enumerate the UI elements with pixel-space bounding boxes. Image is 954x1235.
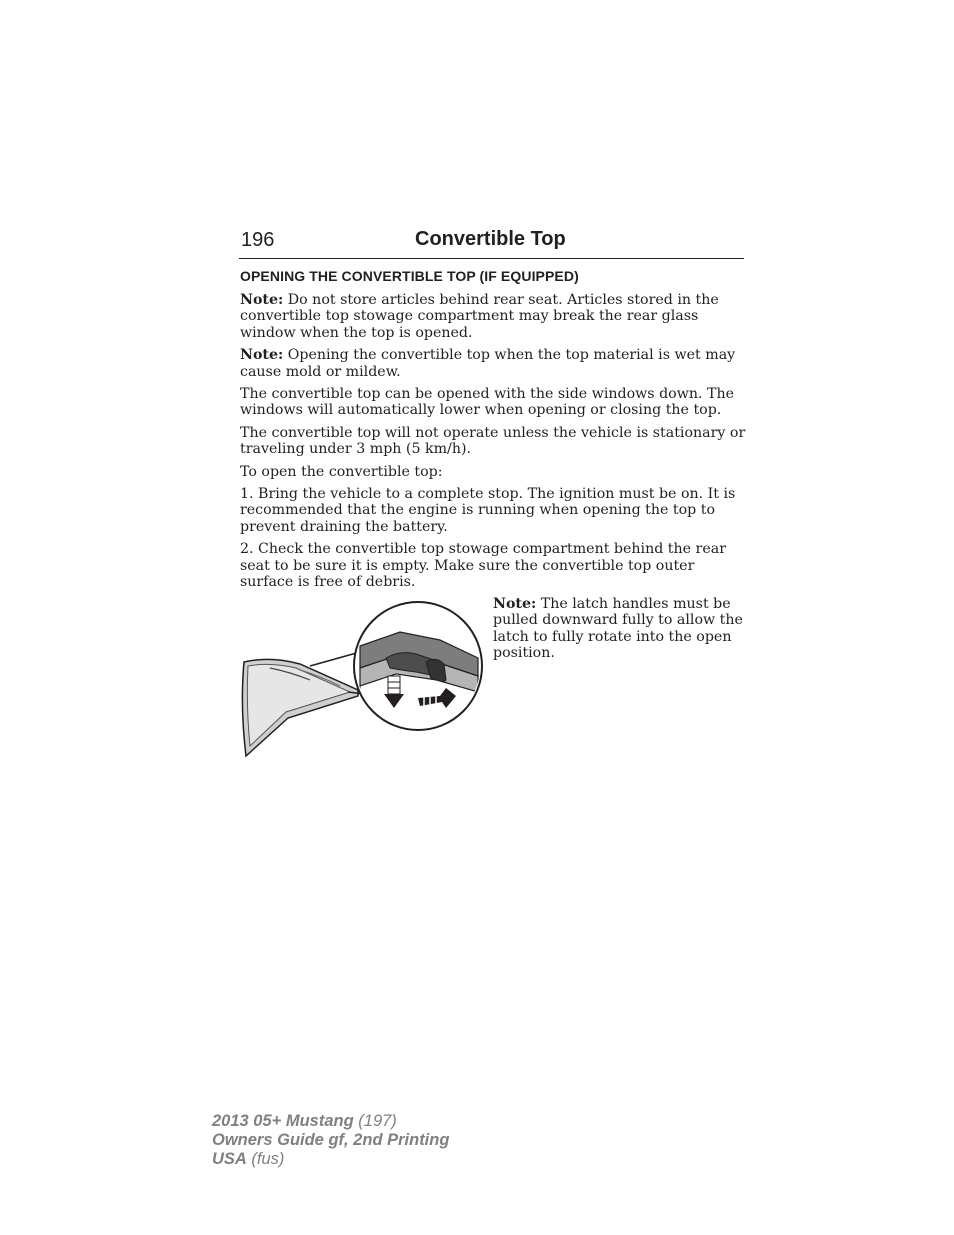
step-1: 1. Bring the vehicle to a complete stop. The ignition must be on. It is recommended that the engine is running when opening the top to prevent draining the battery. — [240, 486, 736, 535]
note-text: The latch handles must be pulled downward fully to allow the latch to fully rotate into the open position. — [493, 596, 743, 662]
figure-note — [493, 596, 745, 662]
body-text — [240, 292, 746, 597]
note-paragraph — [240, 292, 746, 341]
note-paragraph — [240, 347, 746, 380]
note-label: Note: — [493, 596, 537, 612]
note-text: Do not store articles behind rear seat. Articles stored in the convertible top stowage compartment may break the rear glass window when the top is opened. — [240, 292, 719, 341]
note-label: Note: — [240, 347, 284, 364]
note-text: Opening the convertible top when the top material is wet may cause mold or mildew. — [240, 347, 736, 380]
chapter-title: Convertible Top — [415, 228, 566, 250]
section-title: OPENING THE CONVERTIBLE TOP (IF EQUIPPED) — [240, 268, 579, 284]
latch-handle-illustration — [240, 596, 484, 758]
footer-line-3: USA (fus) — [212, 1150, 285, 1168]
paragraph: The convertible top will not operate unless the vehicle is stationary or traveling under 3 mph (5 km/h). — [240, 424, 746, 458]
step-2: 2. Check the convertible top stowage compartment behind the rear seat to be sure it is empty. Make sure the convertible top outer surface is free of debris. — [240, 541, 726, 591]
page-header — [239, 228, 744, 259]
page-number: 196 — [241, 229, 275, 251]
latch-illustration-svg — [240, 596, 484, 758]
paragraph: To open the convertible top: — [240, 463, 443, 480]
footer-line-2: Owners Guide gf, 2nd Printing — [212, 1131, 450, 1149]
footer-line-1: 2013 05+ Mustang (197) — [212, 1112, 397, 1130]
page-footer — [212, 1112, 449, 1169]
note-label: Note: — [240, 292, 284, 308]
paragraph: The convertible top can be opened with the side windows down. The windows will automatically lower when opening or closing the top. — [240, 386, 734, 419]
